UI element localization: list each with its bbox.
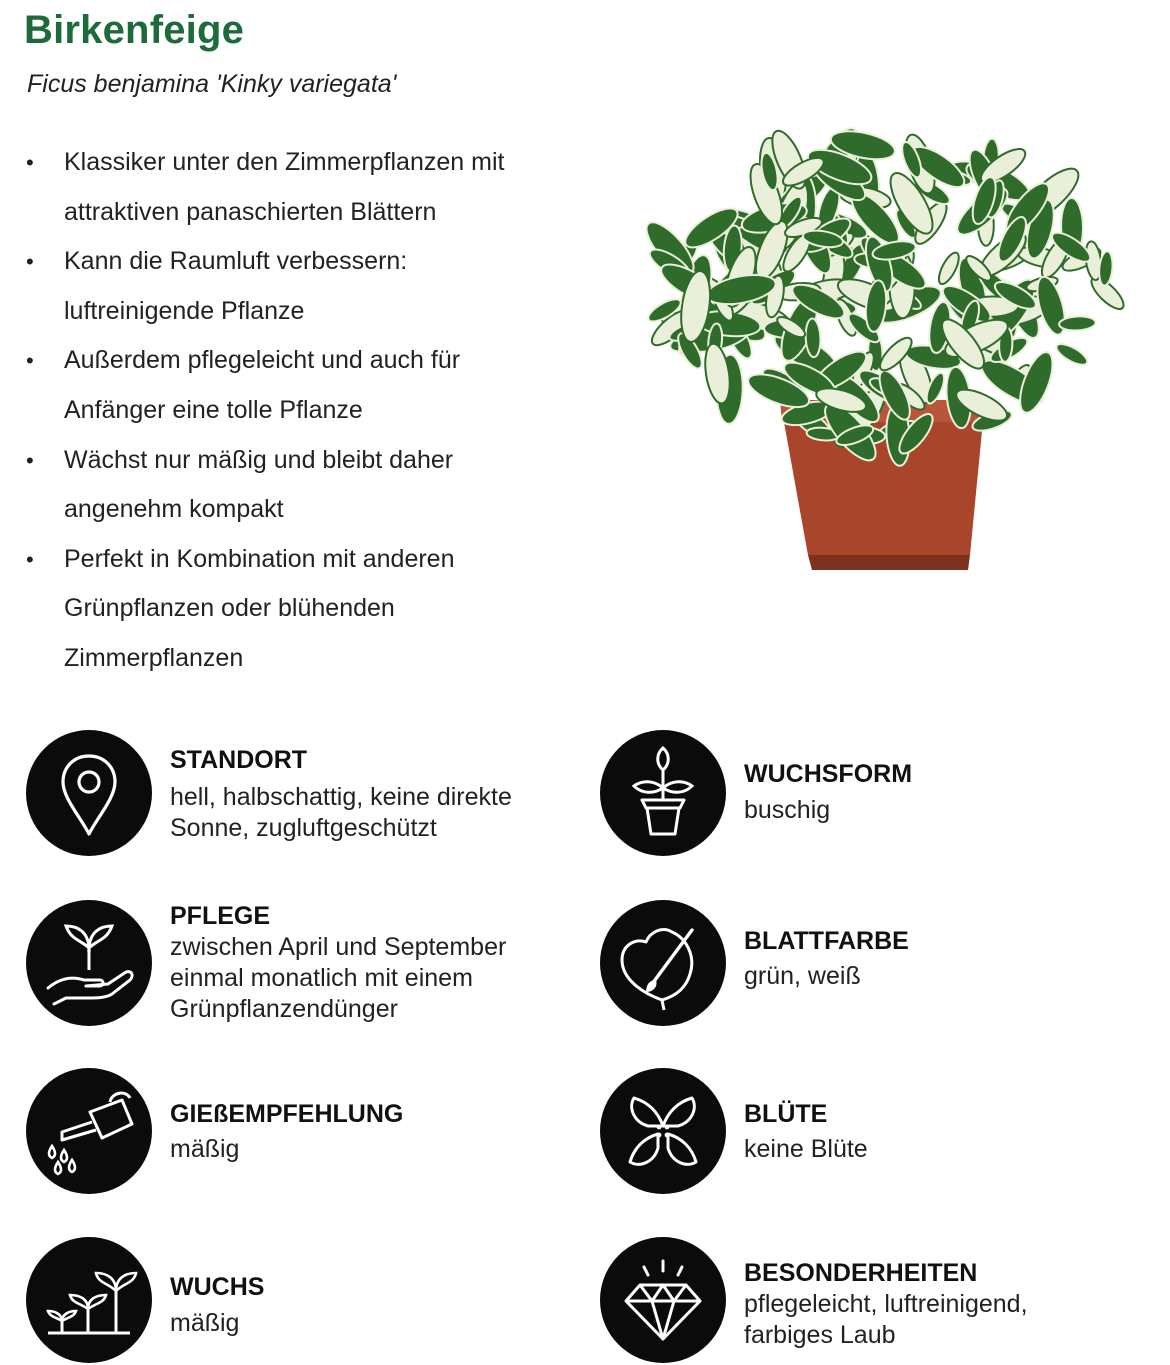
potted-plant-icon [600,730,726,856]
standort-icon-circle [26,730,152,856]
besonderheiten-value: pflegeleicht, luftreinigend, farbiges Laub [744,1290,1028,1349]
bullet-dot: • [26,348,34,374]
bullet-line: Anfänger eine tolle Pflanze [64,395,363,424]
feature-blattfarbe [600,900,1140,1030]
leaf-brush-icon [600,900,726,1026]
pflege-label: PFLEGE [170,902,271,930]
feature-besonderheiten [600,1237,1140,1365]
bullet-item [24,138,584,237]
bullet-line: Klassiker unter den Zimmerpflanzen mit [64,148,505,176]
besonderheiten-icon-circle [600,1237,726,1363]
feature-bluete [600,1068,1140,1198]
feature-pflege [26,900,586,1030]
watering-can-icon [26,1068,152,1194]
standort-label: STANDORT [170,746,308,774]
bluete-label: BLÜTE [744,1100,828,1128]
pflege-icon-circle [26,900,152,1026]
giessen-value: mäßig [170,1135,240,1163]
hand-seedling-icon [26,900,152,1026]
feature-wuchs [26,1237,586,1365]
feature-standort [26,730,586,860]
page-title: Birkenfeige [24,8,245,52]
bullet-line: attraktiven panaschierten Blättern [64,197,437,226]
bullet-item [24,237,584,336]
bullet-line: angenehm kompakt [64,495,284,524]
feature-bullet-list [24,138,584,684]
ficus-plant-image [640,100,1130,575]
feature-giessen [26,1068,586,1198]
flower-icon [600,1068,726,1194]
bullet-line: luftreinigende Pflanze [64,296,305,325]
leaf [1054,340,1091,369]
diamond-icon [600,1237,726,1363]
growing-sprouts-icon [26,1237,152,1363]
bluete-icon-circle [600,1068,726,1194]
wuchs-label: WUCHS [170,1273,265,1301]
feature-wuchsform [600,730,1140,860]
wuchs-value: mäßig [170,1309,240,1337]
bluete-value: keine Blüte [744,1135,868,1163]
bullet-line: Kann die Raumluft verbessern: [64,247,408,276]
blattfarbe-icon-circle [600,900,726,1026]
giessen-icon-circle [26,1068,152,1194]
bullet-item [24,535,584,684]
wuchsform-value: buschig [744,796,831,824]
bullet-dot: • [26,150,34,175]
giessen-label: GIEßEMPFEHLUNG [170,1100,404,1128]
blattfarbe-label: BLATTFARBE [744,927,909,955]
bullet-dot: • [26,447,34,473]
bullet-line: Zimmerpflanzen [64,643,244,672]
bullet-line: Wächst nur mäßig und bleibt daher [64,445,454,474]
standort-value: hell, halbschattig, keine direkte Sonne, zugluftgeschützt [170,783,512,842]
bullet-line: Außerdem pflegeleicht und auch für [64,346,461,375]
bullet-item [24,336,584,435]
bullet-line: Perfekt in Kombination mit anderen [64,544,455,573]
wuchsform-label: WUCHSFORM [744,760,913,788]
wuchsform-icon-circle [600,730,726,856]
besonderheiten-label: BESONDERHEITEN [744,1259,978,1287]
bullet-dot: • [26,546,34,572]
bullet-line: Grünpflanzen oder blühenden [64,594,395,623]
location-pin-icon [26,730,152,856]
leaf [702,342,734,405]
wuchs-icon-circle [26,1237,152,1363]
bullet-item [24,436,584,535]
botanical-name: Ficus benjamina 'Kinky variegata' [27,70,397,98]
pflege-value: zwischen April und September einmal monatlich mit einem Grünpflanzendünger [170,933,507,1023]
blattfarbe-value: grün, weiß [744,962,861,990]
bullet-dot: • [26,249,34,275]
